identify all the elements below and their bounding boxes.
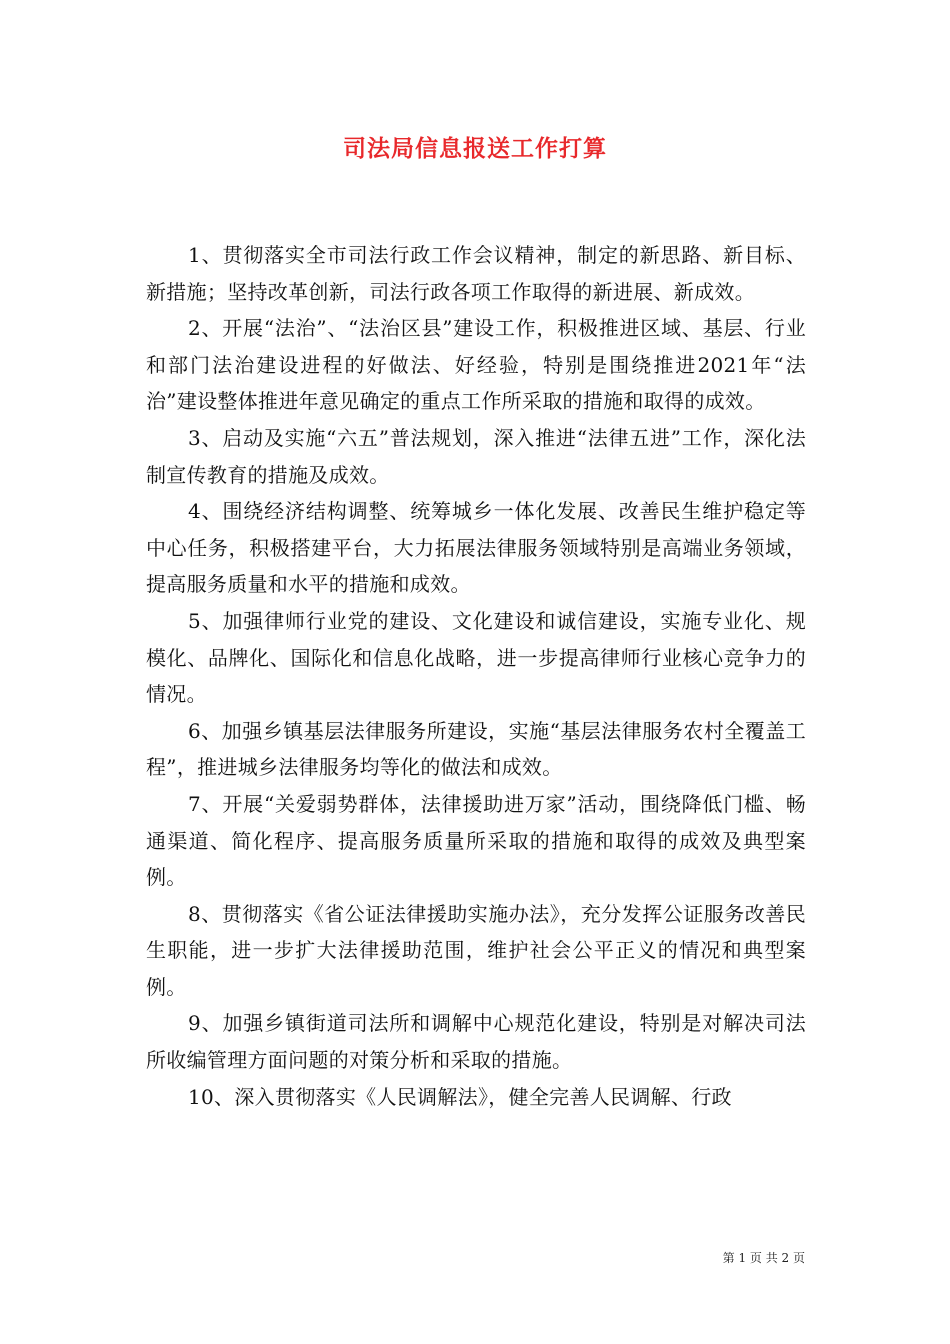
paragraph-7: 7、开展“关爱弱势群体，法律援助进万家”活动，围绕降低门槛、畅通渠道、简化程序、提高服务质量所采取的措施和取得的成效及典型案例。 [146,791,806,890]
paragraph-5: 5、加强律师行业党的建设、文化建设和诚信建设，实施专业化、规模化、品牌化、国际化和信息化战略，进一步提高律师行业核心竞争力的情况。 [146,608,806,707]
paragraph-8: 8、贯彻落实《省公证法律援助实施办法》，充分发挥公证服务改善民生职能，进一步扩大法律援助范围，维护社会公平正义的情况和典型案例。 [146,901,806,999]
paragraph-1: 1、贯彻落实全市司法行政工作会议精神，制定的新思路、新目标、新措施；坚持改革创新，司法行政各项工作取得的新进展、新成效。 [146,243,806,304]
page-number: 第 1 页 共 2 页 [722,1251,805,1265]
paragraph-6: 6、加强乡镇基层法律服务所建设，实施“基层法律服务农村全覆盖工程”，推进城乡法律服务均等化的做法和成效。 [146,718,806,780]
paragraph-3: 3、启动及实施“六五”普法规划，深入推进“法律五进”工作，深化法制宣传教育的措施及成效。 [146,425,806,487]
paragraph-9: 9、加强乡镇街道司法所和调解中心规范化建设，特别是对解决司法所收编管理方面问题的对策分析和采取的措施。 [146,1011,806,1073]
paragraph-10: 10、深入贯彻落实《人民调解法》，健全完善人民调解、行政 [188,1084,732,1109]
paragraph-4: 4、围绕经济结构调整、统筹城乡一体化发展、改善民生维护稳定等中心任务，积极搭建平台，大力拓展法律服务领域特别是高端业务领域，提高服务质量和水平的措施和成效。 [146,499,806,597]
paragraph-2: 2、开展“法治”、“法治区县”建设工作，积极推进区域、基层、行业和部门法治建设进程的好做法、好经验，特别是围绕推进2021年“法治”建设整体推进年意见确定的重点工作所采取的措施和取得的成效。 [146,316,806,414]
document-body [146,237,806,1115]
document-title: 司法局信息报送工作打算 [343,136,607,162]
